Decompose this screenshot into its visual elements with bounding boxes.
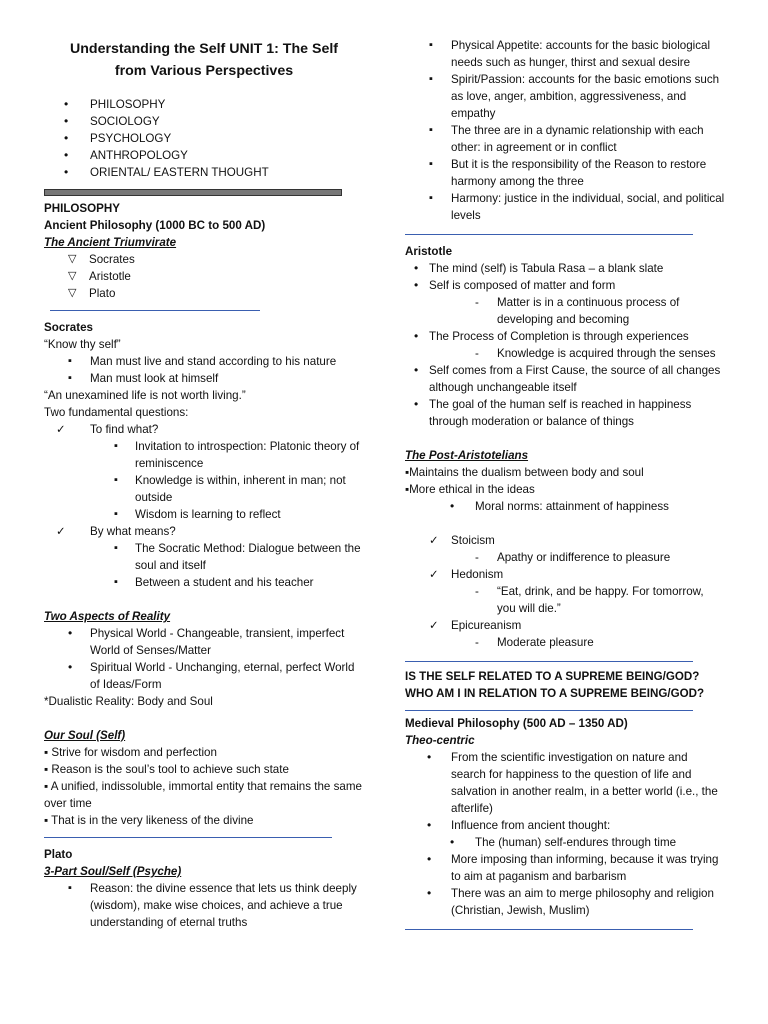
- list-item: • Spiritual World - Unchanging, eternal, perfect World of Ideas/Form: [44, 659, 364, 693]
- subsection-title: Our Soul (Self): [44, 729, 126, 742]
- document-title: Understanding the Self UNIT 1: The Self from Various Perspectives: [69, 41, 338, 79]
- divider: [405, 929, 693, 930]
- section-heading: Aristotle: [405, 245, 453, 258]
- section-heading: Socrates: [44, 321, 93, 334]
- list-item: ▪ Physical Appetite: accounts for the basic biological needs such as hunger, thirst and sexual desire: [405, 37, 725, 71]
- divider: [405, 661, 693, 662]
- list-item: • The mind (self) is Tabula Rasa – a blank slate: [405, 260, 725, 277]
- text-line: ▪Maintains the dualism between body and soul: [405, 466, 644, 479]
- divider: [50, 310, 260, 311]
- list-item: • PHILOSOPHY: [44, 96, 364, 113]
- left-column: [44, 0, 364, 931]
- list-item: - “Eat, drink, and be happy. For tomorrow, you will die.”: [405, 583, 725, 617]
- list-item: • Self comes from a First Cause, the source of all changes although unchangeable itself: [405, 362, 725, 396]
- section-heading: Plato: [44, 848, 73, 861]
- list-item: ▪ Reason: the divine essence that lets us think deeply (wisdom), make wise choices, and achieve a true understanding of eternal truths: [44, 880, 364, 931]
- right-column: [405, 0, 725, 940]
- list-item: ▪ The Socratic Method: Dialogue between the soul and itself: [44, 540, 364, 574]
- list-item: • The (human) self-endures through time: [405, 834, 725, 851]
- list-item: ✓ Stoicism: [405, 532, 725, 549]
- topic-list: [44, 96, 364, 181]
- divider: [405, 710, 693, 711]
- text-line: ▪ A unified, indissoluble, immortal entity that remains the same over time: [44, 780, 362, 810]
- list-item: ▽ Aristotle: [44, 268, 364, 285]
- subsection-title: The Post-Aristotelians: [405, 449, 529, 462]
- list-item: ▪ Between a student and his teacher: [44, 574, 364, 591]
- text-line: *Dualistic Reality: Body and Soul: [44, 695, 213, 708]
- text-line: ▪More ethical in the ideas: [405, 483, 535, 496]
- list-item: ✓ By what means?: [44, 523, 364, 540]
- list-item: ▪ But it is the responsibility of the Reason to restore harmony among the three: [405, 156, 725, 190]
- list-item: - Matter is in a continuous process of developing and becoming: [405, 294, 725, 328]
- subsection-title: The Ancient Triumvirate: [44, 236, 177, 249]
- list-item: ▪ Knowledge is within, inherent in man; not outside: [44, 472, 364, 506]
- list-item: ▽ Socrates: [44, 251, 364, 268]
- list-item: • More imposing than informing, because it was trying to aim at paganism and barbarism: [405, 851, 725, 885]
- divider: [44, 837, 332, 838]
- list-item: • There was an aim to merge philosophy and religion (Christian, Jewish, Muslim): [405, 885, 725, 919]
- section-heading: Medieval Philosophy (500 AD – 1350 AD): [405, 717, 628, 730]
- list-item: ▪ Invitation to introspection: Platonic theory of reminiscence: [44, 438, 364, 472]
- triumvirate-list: [44, 251, 364, 302]
- quote: “An unexamined life is not worth living.”: [44, 389, 246, 402]
- list-item: • Moral norms: attainment of happiness: [405, 498, 725, 515]
- list-item: ▪ Wisdom is learning to reflect: [44, 506, 364, 523]
- list-item: • Self is composed of matter and form: [405, 277, 725, 294]
- text-line: Two fundamental questions:: [44, 406, 189, 419]
- section-heading: PHILOSOPHY: [44, 202, 121, 215]
- list-item: • From the scientific investigation on nature and search for happiness to the question of life and salvation in another realm, in a better world (i.e., the afterlife): [405, 749, 725, 817]
- list-item: - Moderate pleasure: [405, 634, 725, 651]
- list-item: • The Process of Completion is through experiences: [405, 328, 725, 345]
- divider: [405, 234, 693, 235]
- list-item: ▪ Spirit/Passion: accounts for the basic emotions such as love, anger, ambition, aggressiveness, and empathy: [405, 71, 725, 122]
- subheading: Ancient Philosophy (1000 BC to 500 AD): [44, 219, 266, 232]
- subsection-title: Two Aspects of Reality: [44, 610, 171, 623]
- list-item: - Knowledge is acquired through the senses: [405, 345, 725, 362]
- list-item: • ANTHROPOLOGY: [44, 147, 364, 164]
- list-item: • PSYCHOLOGY: [44, 130, 364, 147]
- list-item: ▪ Man must live and stand according to his nature: [44, 353, 364, 370]
- list-item: ▪ Man must look at himself: [44, 370, 364, 387]
- list-item: • The goal of the human self is reached in happiness through moderation or balance of things: [405, 396, 725, 430]
- text-line: ▪ Strive for wisdom and perfection: [44, 746, 217, 759]
- soul-parts-list: [405, 37, 725, 224]
- list-item: • Physical World - Changeable, transient, imperfect World of Senses/Matter: [44, 625, 364, 659]
- socrates-section: [44, 319, 364, 591]
- list-item: • ORIENTAL/ EASTERN THOUGHT: [44, 164, 364, 181]
- list-item: ✓ Epicureanism: [405, 617, 725, 634]
- list-item: • SOCIOLOGY: [44, 113, 364, 130]
- list-item: ▪ Harmony: justice in the individual, social, and political levels: [405, 190, 725, 224]
- text-line: ▪ That is in the very likeness of the divine: [44, 814, 254, 827]
- list-item: ✓ To find what?: [44, 421, 364, 438]
- list-item: ▪ The three are in a dynamic relationship with each other: in agreement or in conflict: [405, 122, 725, 156]
- text-line: ▪ Reason is the soul’s tool to achieve such state: [44, 763, 289, 776]
- list-item: ▽ Plato: [44, 285, 364, 302]
- list-item: - Apathy or indifference to pleasure: [405, 549, 725, 566]
- subsection-title: Theo-centric: [405, 734, 475, 747]
- subsection-title: 3-Part Soul/Self (Psyche): [44, 865, 182, 878]
- list-item: • Influence from ancient thought:: [405, 817, 725, 834]
- section-divider: [44, 189, 342, 196]
- quote: “Know thy self”: [44, 338, 121, 351]
- list-item: ✓ Hedonism: [405, 566, 725, 583]
- question-heading: IS THE SELF RELATED TO A SUPREME BEING/GOD? WHO AM I IN RELATION TO A SUPREME BEING/GOD?: [405, 670, 705, 700]
